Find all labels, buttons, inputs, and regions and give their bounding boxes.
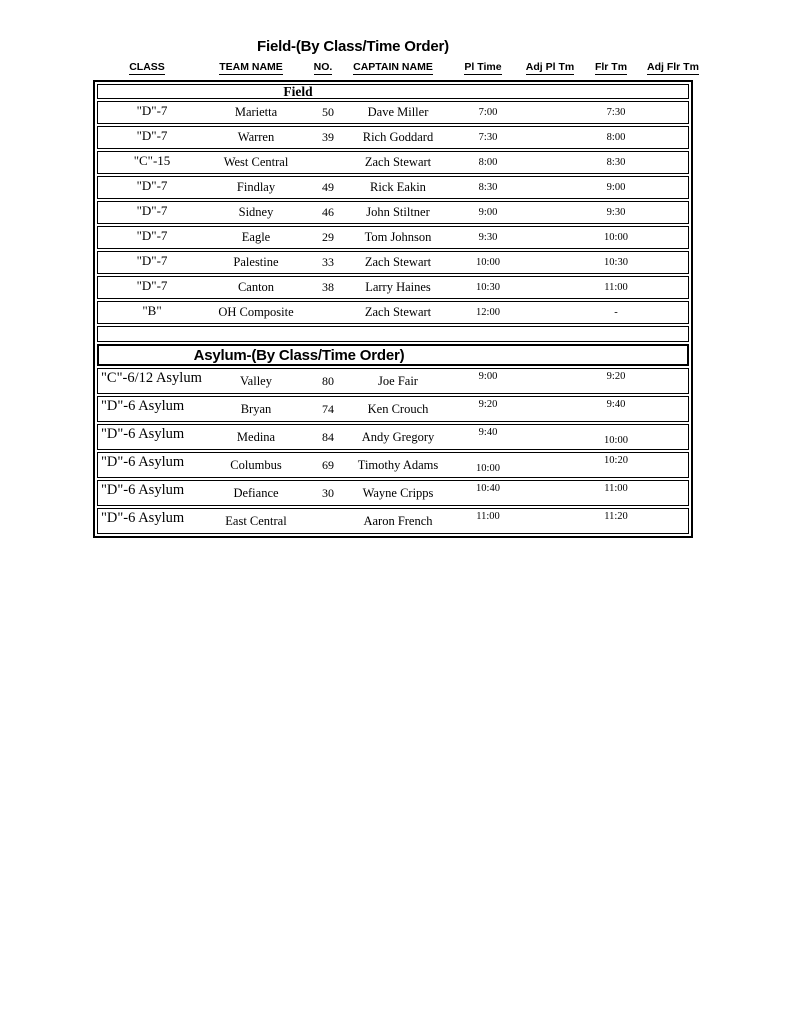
column-header-label: TEAM NAME <box>219 61 283 73</box>
cell-class: "C"-15 <box>133 153 171 168</box>
cell-adj_pl <box>530 127 580 148</box>
column-header-label: Adj Pl Tm <box>525 61 575 73</box>
cell-adj_flr <box>652 425 698 449</box>
cell-captain: Wayne Cripps <box>362 485 434 500</box>
cell-class: "C"-6/12 Asylum <box>101 370 202 386</box>
column-header-captain <box>345 61 441 76</box>
cell-team: Columbus <box>230 457 282 472</box>
cell-team: West Central <box>223 155 289 169</box>
cell-no: 74 <box>322 401 334 416</box>
cell-flr_tm: 9:20 <box>606 371 626 382</box>
cell-adj_flr <box>652 277 698 298</box>
column-header-label: Adj Flr Tm <box>647 61 699 73</box>
cell-team: East Central <box>225 513 287 528</box>
cell-pl_time: 10:30 <box>476 282 500 293</box>
cell-team: Eagle <box>241 230 271 244</box>
cell-flr_tm: 10:00 <box>604 435 628 446</box>
table-row <box>97 452 689 478</box>
section-header-field <box>97 84 689 99</box>
cell-team: Valley <box>240 373 272 388</box>
cell-team: Warren <box>237 130 275 144</box>
cell-adj_flr <box>652 509 698 533</box>
cell-no: 29 <box>322 230 334 244</box>
cell-pl_time: 10:40 <box>476 483 500 494</box>
column-header-team <box>201 61 301 76</box>
cell-class: "D"-6 Asylum <box>101 454 185 470</box>
column-header-label: NO. <box>313 61 333 73</box>
cell-captain: Dave Miller <box>367 105 429 119</box>
cell-adj_flr <box>652 102 698 123</box>
table-row <box>97 176 689 199</box>
cell-team: Marietta <box>234 105 278 119</box>
cell-captain: John Stiltner <box>366 205 430 219</box>
table-row <box>97 201 689 224</box>
cell-captain: Joe Fair <box>378 373 418 388</box>
cell-class: "B" <box>142 303 162 318</box>
cell-flr_tm: 10:30 <box>604 257 628 268</box>
cell-adj_flr <box>652 302 698 323</box>
cell-team: Medina <box>236 429 276 444</box>
cell-captain: Ken Crouch <box>367 401 429 416</box>
cell-captain: Andy Gregory <box>361 429 435 444</box>
column-header-no <box>301 61 345 76</box>
empty-row <box>97 326 689 342</box>
column-header-flr_tm <box>575 61 647 76</box>
cell-captain: Larry Haines <box>365 280 431 294</box>
cell-no <box>306 302 350 323</box>
cell-class: "D"-7 <box>136 278 168 293</box>
cell-no <box>306 509 350 533</box>
table-row <box>97 126 689 149</box>
cell-class: "D"-7 <box>136 203 168 218</box>
cell-captain: Zach Stewart <box>364 255 432 269</box>
cell-adj_flr <box>652 127 698 148</box>
cell-no: 80 <box>322 373 334 388</box>
cell-flr_tm: 7:30 <box>606 107 626 118</box>
cell-flr_tm: 10:20 <box>604 455 628 466</box>
cell-team: Sidney <box>238 205 274 219</box>
cell-class: "D"-6 Asylum <box>101 510 185 526</box>
table-row <box>97 251 689 274</box>
cell-class: "D"-6 Asylum <box>101 482 185 498</box>
cell-class: "D"-6 Asylum <box>101 426 185 442</box>
column-header-label: CLASS <box>129 61 165 73</box>
cell-team: Findlay <box>236 180 276 194</box>
schedule-table <box>93 80 693 538</box>
cell-class: "D"-7 <box>136 228 168 243</box>
cell-captain: Timothy Adams <box>357 457 439 472</box>
cell-adj_flr <box>652 177 698 198</box>
cell-adj_flr <box>652 227 698 248</box>
cell-adj_flr <box>652 369 698 393</box>
cell-no <box>306 152 350 173</box>
column-header-adj_flr <box>647 61 699 76</box>
cell-no: 46 <box>322 205 334 219</box>
cell-captain: Zach Stewart <box>364 305 432 319</box>
section-title-asylum: Asylum-(By Class/Time Order) <box>193 347 405 364</box>
cell-captain: Rick Eakin <box>370 180 426 194</box>
cell-flr_tm: 8:00 <box>606 132 626 143</box>
cell-flr_tm: 9:00 <box>606 182 626 193</box>
cell-team: Bryan <box>240 401 272 416</box>
table-row <box>97 101 689 124</box>
section-asylum <box>97 344 689 534</box>
cell-no: 49 <box>322 180 334 194</box>
cell-adj_pl <box>530 227 580 248</box>
cell-pl_time: 10:00 <box>476 257 500 268</box>
cell-pl_time: 9:20 <box>478 399 498 410</box>
cell-team: OH Composite <box>218 305 294 319</box>
cell-flr_tm: 8:30 <box>606 157 626 168</box>
cell-flr_tm: - <box>614 307 618 318</box>
column-header-label: Pl Time <box>464 61 502 73</box>
cell-flr_tm: 9:30 <box>606 207 626 218</box>
section-header-asylum <box>97 344 689 366</box>
cell-no: 30 <box>322 485 334 500</box>
table-row <box>97 480 689 506</box>
cell-class: "D"-6 Asylum <box>101 398 185 414</box>
table-row <box>97 368 689 394</box>
cell-adj_flr <box>652 152 698 173</box>
schedule-document <box>93 38 699 538</box>
column-headers <box>93 61 699 76</box>
cell-pl_time: 9:30 <box>478 232 498 243</box>
cell-no: 50 <box>322 105 334 119</box>
table-row <box>97 276 689 299</box>
cell-captain: Tom Johnson <box>364 230 432 244</box>
cell-no: 33 <box>322 255 334 269</box>
cell-captain: Rich Goddard <box>362 130 434 144</box>
table-row <box>97 396 689 422</box>
cell-class: "D"-7 <box>136 253 168 268</box>
cell-adj_pl <box>530 202 580 223</box>
cell-adj_pl <box>530 453 580 477</box>
cell-pl_time: 8:00 <box>478 157 498 168</box>
table-row <box>97 301 689 324</box>
column-header-pl_time <box>441 61 525 76</box>
cell-adj_pl <box>530 425 580 449</box>
column-header-label: Flr Tm <box>594 61 628 73</box>
cell-class: "D"-7 <box>136 128 168 143</box>
cell-no: 84 <box>322 429 334 444</box>
cell-pl_time: 11:00 <box>476 511 500 522</box>
cell-pl_time: 7:30 <box>478 132 498 143</box>
cell-adj_flr <box>652 202 698 223</box>
cell-pl_time: 9:40 <box>478 427 498 438</box>
cell-adj_pl <box>530 509 580 533</box>
cell-adj_flr <box>652 453 698 477</box>
cell-class: "D"-7 <box>136 103 168 118</box>
cell-adj_pl <box>530 252 580 273</box>
cell-no: 39 <box>322 130 334 144</box>
cell-adj_flr <box>652 397 698 421</box>
cell-adj_pl <box>530 397 580 421</box>
cell-adj_pl <box>530 177 580 198</box>
cell-captain: Aaron French <box>363 513 433 528</box>
cell-team: Defiance <box>233 485 279 500</box>
cell-flr_tm: 11:00 <box>604 483 628 494</box>
section-field <box>97 84 689 342</box>
cell-adj_flr <box>652 252 698 273</box>
cell-pl_time: 7:00 <box>478 107 498 118</box>
table-row <box>97 226 689 249</box>
cell-flr_tm: 10:00 <box>604 232 628 243</box>
cell-adj_pl <box>530 481 580 505</box>
table-row <box>97 508 689 534</box>
cell-flr_tm: 9:40 <box>606 399 626 410</box>
cell-adj_pl <box>530 302 580 323</box>
column-header-class <box>93 61 201 76</box>
cell-flr_tm: 11:00 <box>604 282 628 293</box>
cell-class: "D"-7 <box>136 178 168 193</box>
column-header-adj_pl <box>525 61 575 76</box>
cell-adj_pl <box>530 102 580 123</box>
column-header-label: CAPTAIN NAME <box>353 61 433 73</box>
cell-captain: Zach Stewart <box>364 155 432 169</box>
cell-pl_time: 9:00 <box>478 371 498 382</box>
cell-no: 38 <box>322 280 334 294</box>
cell-adj_flr <box>652 481 698 505</box>
cell-adj_pl <box>530 369 580 393</box>
cell-pl_time: 9:00 <box>478 207 498 218</box>
cell-no: 69 <box>322 457 334 472</box>
cell-pl_time: 10:00 <box>476 463 500 474</box>
section-title-field: Field <box>283 84 313 99</box>
cell-team: Palestine <box>233 255 279 269</box>
cell-adj_pl <box>530 152 580 173</box>
cell-team: Canton <box>237 280 275 294</box>
table-row <box>97 151 689 174</box>
cell-pl_time: 8:30 <box>478 182 498 193</box>
cell-flr_tm: 11:20 <box>604 511 628 522</box>
page-title: Field-(By Class/Time Order) <box>257 38 449 55</box>
cell-pl_time: 12:00 <box>476 307 500 318</box>
cell-adj_pl <box>530 277 580 298</box>
table-row <box>97 424 689 450</box>
